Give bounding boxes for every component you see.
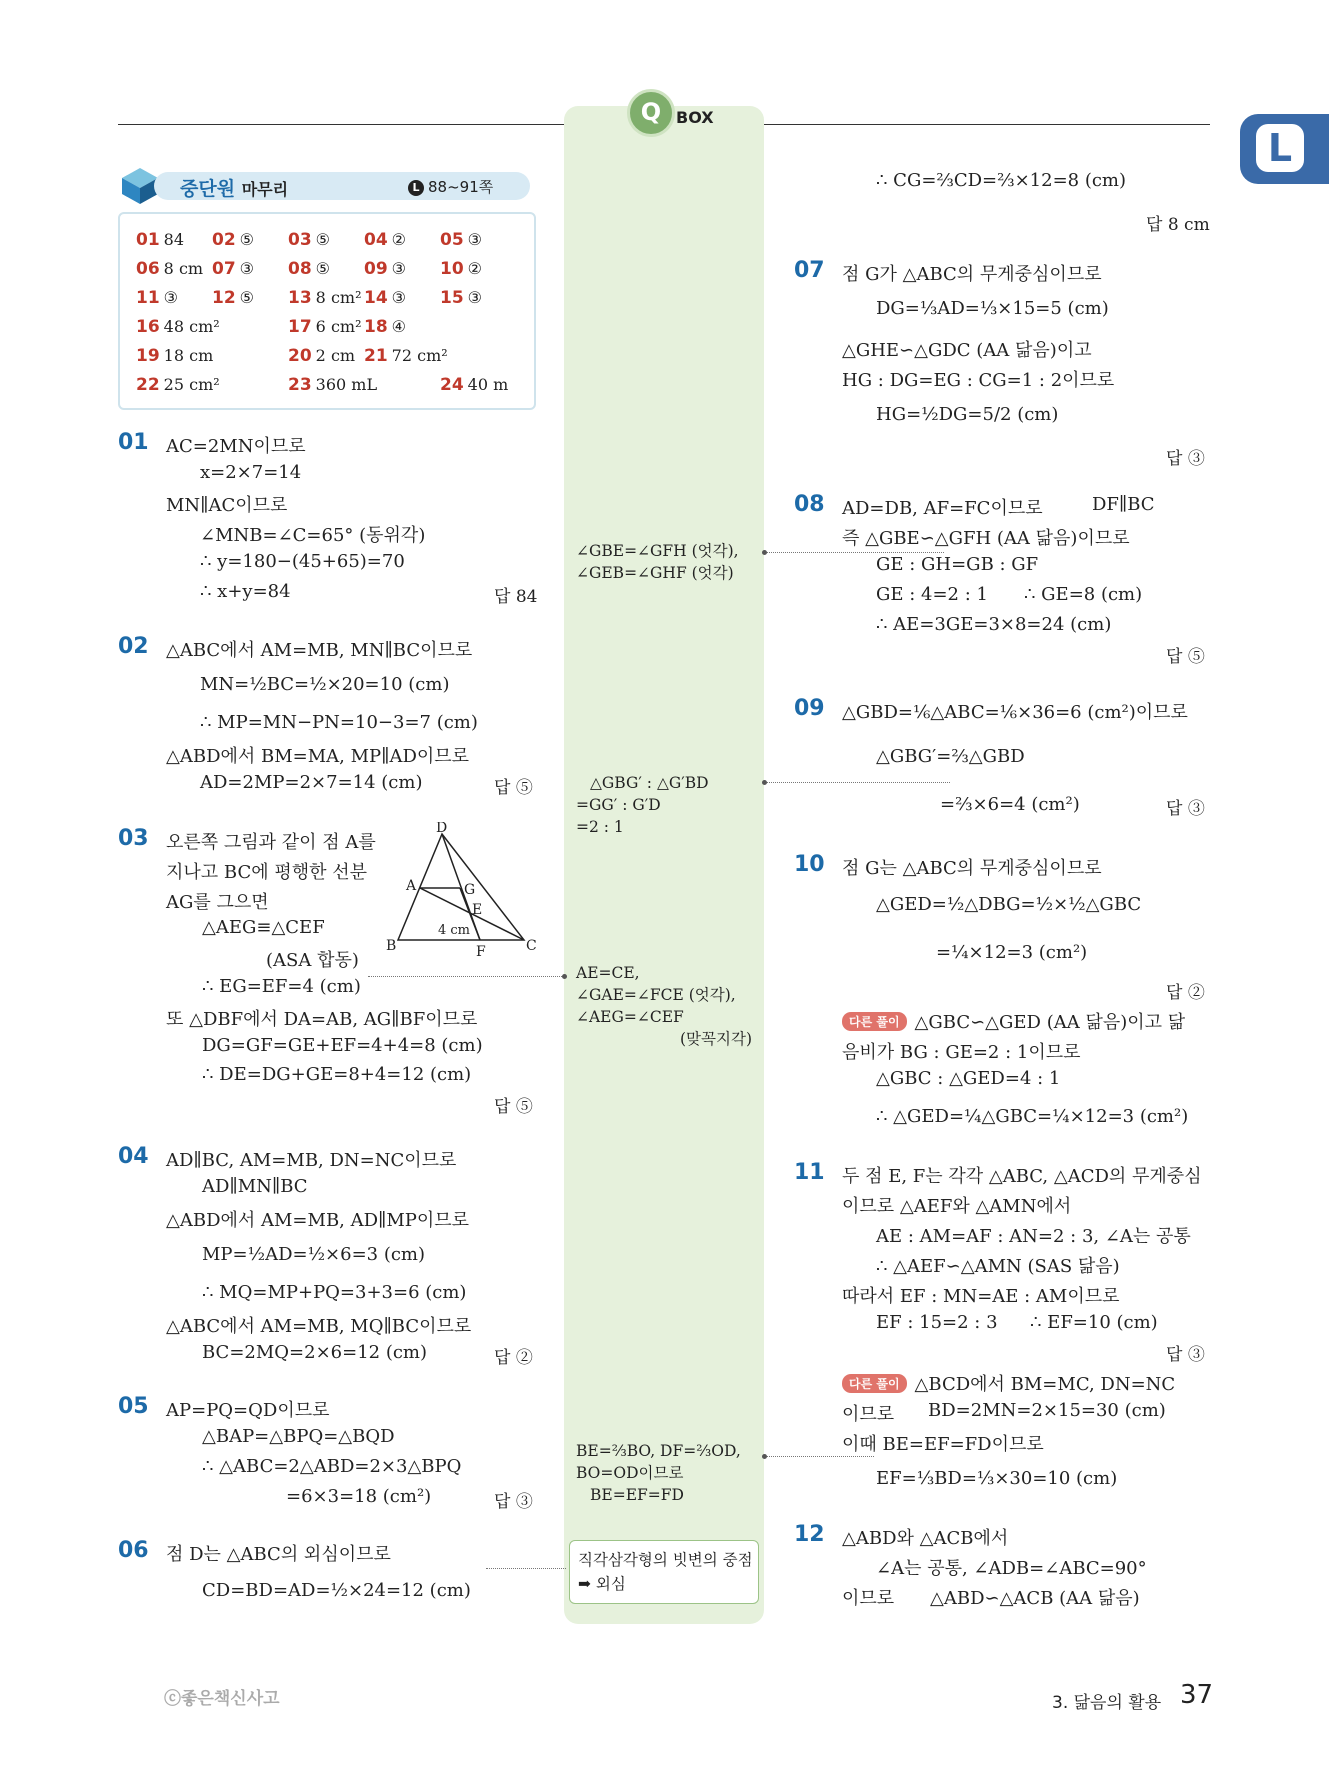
text-line: 점 D는 △ABC의 외심이므로 (166, 1544, 391, 1565)
answer-item: 04 ② (364, 230, 407, 250)
label-b: B (386, 938, 397, 954)
answer-mark: 답 84 (494, 587, 538, 607)
answer-item: 17 6 cm² (288, 317, 362, 337)
text-line: HG=½DG=5/2 (cm) (876, 404, 1059, 425)
text-line: EF=⅓BD=⅓×30=10 (cm) (876, 1468, 1118, 1489)
q-box-strip (564, 106, 764, 1624)
section-title: 중단원 마무리 (180, 178, 289, 200)
answer-mark: 답 ⑤ (494, 1097, 533, 1117)
problem-number: 06 (118, 1538, 149, 1563)
q-note-text: ➡ 외심 (578, 1575, 626, 1593)
alt-solution-badge: 다른 풀이 (842, 1374, 907, 1393)
text-line: AP=PQ=QD이므로 (166, 1400, 330, 1421)
text-line: △ABD∽△ACB (AA 닮음) (930, 1588, 1140, 1609)
text-line: 이므로 (842, 1404, 895, 1425)
connector (764, 552, 944, 553)
q-box-label: BOX (676, 108, 714, 127)
answer-item: 02 ⑤ (212, 230, 255, 250)
text-line: AD∥MN∥BC (202, 1176, 308, 1197)
problem-number: 03 (118, 826, 149, 851)
answer-item: 12 ⑤ (212, 288, 255, 308)
connector (764, 782, 950, 783)
q-note: △GBG′ : △G′BD =GG′ : G′D =2 : 1 (576, 774, 709, 836)
answer-item: 11 ③ (136, 288, 179, 308)
text-line: △ABD에서 AM=MB, AD∥MP이므로 (166, 1210, 470, 1231)
text-line: =⅔×6=4 (cm²) (940, 794, 1080, 815)
q-note-box (569, 1540, 759, 1604)
connector-dot (762, 1454, 767, 1459)
text-line: DG=GF=GE+EF=4+4=8 (cm) (202, 1035, 483, 1056)
text-line: 따라서 EF : MN=AE : AM이므로 (842, 1286, 1120, 1307)
text-line: △BAP=△BPQ=△BQD (202, 1426, 395, 1447)
text-line: △AEG≡△CEF (202, 917, 325, 938)
alt-solution-line: 다른 풀이 △BCD에서 BM=MC, DN=NC (842, 1370, 1175, 1396)
q-box-icon: Q (627, 89, 675, 137)
text-line: HG : DG=EG : CG=1 : 2이므로 (842, 370, 1115, 391)
top-rule-left (118, 124, 564, 125)
length-label: 4 cm (438, 923, 471, 938)
label-a: A (406, 878, 417, 894)
text-line: ∴ GE=8 (cm) (1024, 584, 1143, 605)
text-line: ∠MNB=∠C=65° (동위각) (200, 525, 426, 546)
text-line: △ABC에서 AM=MB, MQ∥BC이므로 (166, 1316, 472, 1337)
text-line: △GBG′=⅔△GBD (876, 746, 1025, 767)
text-line: ∴ y=180−(45+65)=70 (200, 551, 405, 572)
answer-mark: 답 ③ (1166, 799, 1205, 819)
text-line: 이므로 △AEF와 △AMN에서 (842, 1196, 1072, 1217)
answer-item: 05 ③ (440, 230, 483, 250)
label-d: D (436, 822, 448, 836)
text-line: MN∥AC이므로 (166, 495, 288, 516)
text-line: DF∥BC (1092, 494, 1155, 515)
answer-mark: 답 ③ (1166, 449, 1205, 469)
text-line: ∴ EG=EF=4 (cm) (202, 976, 361, 997)
answer-item: 19 18 cm (136, 346, 214, 366)
text-line: ∴ AE=3GE=3×8=24 (cm) (876, 614, 1112, 635)
problem-number: 07 (794, 258, 825, 283)
text-line: △GED=½△DBG=½×½△GBC (876, 894, 1142, 915)
text-line: 이때 BE=EF=FD이므로 (842, 1434, 1044, 1455)
answer-item: 15 ③ (440, 288, 483, 308)
answer-item: 10 ② (440, 259, 483, 279)
tab-letter-icon: L (1256, 124, 1304, 172)
text-line: 즉 △GBE∽△GFH (AA 닮음)이므로 (842, 528, 1130, 549)
text-line: ∴ MP=MN−PN=10−3=7 (cm) (200, 712, 478, 733)
text-line: =¼×12=3 (cm²) (936, 942, 1088, 963)
answer-item: 20 2 cm (288, 346, 356, 366)
text-line: AD=2MP=2×7=14 (cm) (200, 772, 423, 793)
q-note: BE=⅔BO, DF=⅔OD, BO=OD이므로 BE=EF=FD (576, 1442, 741, 1504)
answer-item: 22 25 cm² (136, 375, 220, 395)
chapter-tab (1240, 114, 1329, 184)
text-line: ∴ MQ=MP+PQ=3+3=6 (cm) (202, 1282, 467, 1303)
answer-item: 09 ③ (364, 259, 407, 279)
text-line: MP=½AD=½×6=3 (cm) (202, 1244, 426, 1265)
connector (368, 976, 564, 977)
text-line: BC=2MQ=2×6=12 (cm) (202, 1342, 428, 1363)
label-e: E (472, 902, 483, 918)
answer-mark: 답 ③ (1166, 1345, 1205, 1365)
text-line: 점 G가 △ABC의 무게중심이므로 (842, 264, 1102, 285)
problem-number: 04 (118, 1144, 149, 1169)
q-note-text: 직각삼각형의 빗변의 중점 (578, 1551, 753, 1569)
q-note: ∠GBE=∠GFH (엇각), ∠GEB=∠GHF (엇각) (576, 542, 739, 582)
chapter-title: 3. 닮음의 활용 (1052, 1693, 1162, 1713)
page-range: L 88~91쪽 (408, 176, 493, 197)
text-line: 오른쪽 그림과 같이 점 A를 (166, 832, 376, 853)
connector-dot (762, 550, 767, 555)
text-line: 이므로 (842, 1588, 895, 1609)
label-g: G (464, 882, 476, 898)
problem-number: 02 (118, 634, 149, 659)
publisher: ⓒ좋은책신사고 (164, 1689, 280, 1709)
text-line: 점 G는 △ABC의 무게중심이므로 (842, 858, 1102, 879)
text-line: △ABC에서 AM=MB, MN∥BC이므로 (166, 640, 473, 661)
problem-number: 09 (794, 696, 825, 721)
alt-solution-badge: 다른 풀이 (842, 1012, 907, 1031)
text-line: ∴ △GED=¼△GBC=¼×12=3 (cm²) (876, 1106, 1189, 1127)
text-line: △ABD에서 BM=MA, MP∥AD이므로 (166, 746, 470, 767)
answer-mark: 답 8 cm (1146, 215, 1210, 235)
text-line: AD=DB, AF=FC이므로 (842, 498, 1043, 519)
answer-item: 16 48 cm² (136, 317, 220, 337)
text-line: ∴ CG=⅔CD=⅔×12=8 (cm) (876, 170, 1127, 191)
answer-item: 24 40 m (440, 375, 509, 395)
text-line: △ABD와 △ACB에서 (842, 1528, 1009, 1549)
text-line: 두 점 E, F는 각각 △ABC, △ACD의 무게중심 (842, 1166, 1202, 1187)
text-line: x=2×7=14 (200, 462, 302, 483)
text-line: EF : 15=2 : 3 (876, 1312, 998, 1333)
answer-mark: 답 ⑤ (494, 778, 533, 798)
top-rule-right (764, 124, 1210, 125)
text-line: MN=½BC=½×20=10 (cm) (200, 674, 450, 695)
page-number: 37 (1180, 1680, 1214, 1710)
answer-item: 14 ③ (364, 288, 407, 308)
answer-item: 13 8 cm² (288, 288, 362, 308)
text-line: GE : 4=2 : 1 (876, 584, 988, 605)
alt-solution-line: 다른 풀이 △GBC∽△GED (AA 닮음)이고 닮 (842, 1008, 1185, 1034)
text-line: DG=⅓AD=⅓×15=5 (cm) (876, 298, 1109, 319)
text-line: BD=2MN=2×15=30 (cm) (928, 1400, 1166, 1421)
q-note: AE=CE, ∠GAE=∠FCE (엇각), ∠AEG=∠CEF (맞꼭지각) (576, 964, 752, 1048)
label-f: F (476, 944, 486, 960)
text-line: (ASA 합동) (266, 950, 359, 971)
text-line: △GHE∽△GDC (AA 닮음)이고 (842, 340, 1092, 361)
text-line: 또 △DBF에서 DA=AB, AG∥BF이므로 (166, 1009, 478, 1030)
connector-dot (762, 780, 767, 785)
text-line: △GBD=⅙△ABC=⅙×36=6 (cm²)이므로 (842, 702, 1188, 723)
text-line: AE : AM=AF : AN=2 : 3, ∠A는 공통 (876, 1226, 1191, 1247)
text-line: =6×3=18 (cm²) (286, 1486, 432, 1507)
text-line: GE : GH=GB : GF (876, 554, 1039, 575)
answer-mark: 답 ② (494, 1348, 533, 1368)
answer-mark: 답 ② (1166, 983, 1205, 1003)
answer-item: 23 360 mL (288, 375, 378, 395)
answer-mark: 답 ⑤ (1166, 647, 1205, 667)
text-line: ∠A는 공통, ∠ADB=∠ABC=90° (876, 1558, 1147, 1579)
text-line: ∴ DE=DG+GE=8+4=12 (cm) (202, 1064, 472, 1085)
connector (486, 1568, 566, 1569)
section-header (118, 166, 532, 202)
text-line: △GBC : △GED=4 : 1 (876, 1068, 1061, 1089)
text-line: 지나고 BC에 평행한 선분 (166, 862, 367, 883)
text-line: ∴ EF=10 (cm) (1030, 1312, 1158, 1333)
text-line: ∴ △ABC=2△ABD=2×3△BPQ (202, 1456, 462, 1477)
text-line: AG를 그으면 (166, 892, 269, 913)
text-line: ∴ △AEF∽△AMN (SAS 닮음) (876, 1256, 1120, 1277)
text-line: 음비가 BG : GE=2 : 1이므로 (842, 1042, 1081, 1063)
connector-dot (562, 974, 567, 979)
problem-number: 08 (794, 492, 825, 517)
answer-item: 08 ⑤ (288, 259, 331, 279)
problem-number: 01 (118, 430, 149, 455)
answer-item: 07 ③ (212, 259, 255, 279)
label-c: C (526, 938, 537, 954)
answer-item: 06 8 cm (136, 259, 204, 279)
text-line: AD∥BC, AM=MB, DN=NC이므로 (166, 1150, 457, 1171)
problem-number: 05 (118, 1394, 149, 1419)
text-line: ∴ x+y=84 (200, 581, 291, 602)
answer-item: 03 ⑤ (288, 230, 331, 250)
problem-number: 11 (794, 1160, 825, 1185)
answer-item: 01 84 (136, 230, 185, 250)
text-line: AC=2MN이므로 (166, 436, 306, 457)
connector (764, 1456, 874, 1457)
answer-item: 18 ④ (364, 317, 407, 337)
problem-number: 12 (794, 1522, 825, 1547)
triangle-figure (380, 822, 540, 962)
answer-item: 21 72 cm² (364, 346, 448, 366)
problem-number: 10 (794, 852, 825, 877)
text-line: CD=BD=AD=½×24=12 (cm) (202, 1580, 471, 1601)
answer-mark: 답 ③ (494, 1492, 533, 1512)
l-badge-icon: L (408, 180, 424, 196)
